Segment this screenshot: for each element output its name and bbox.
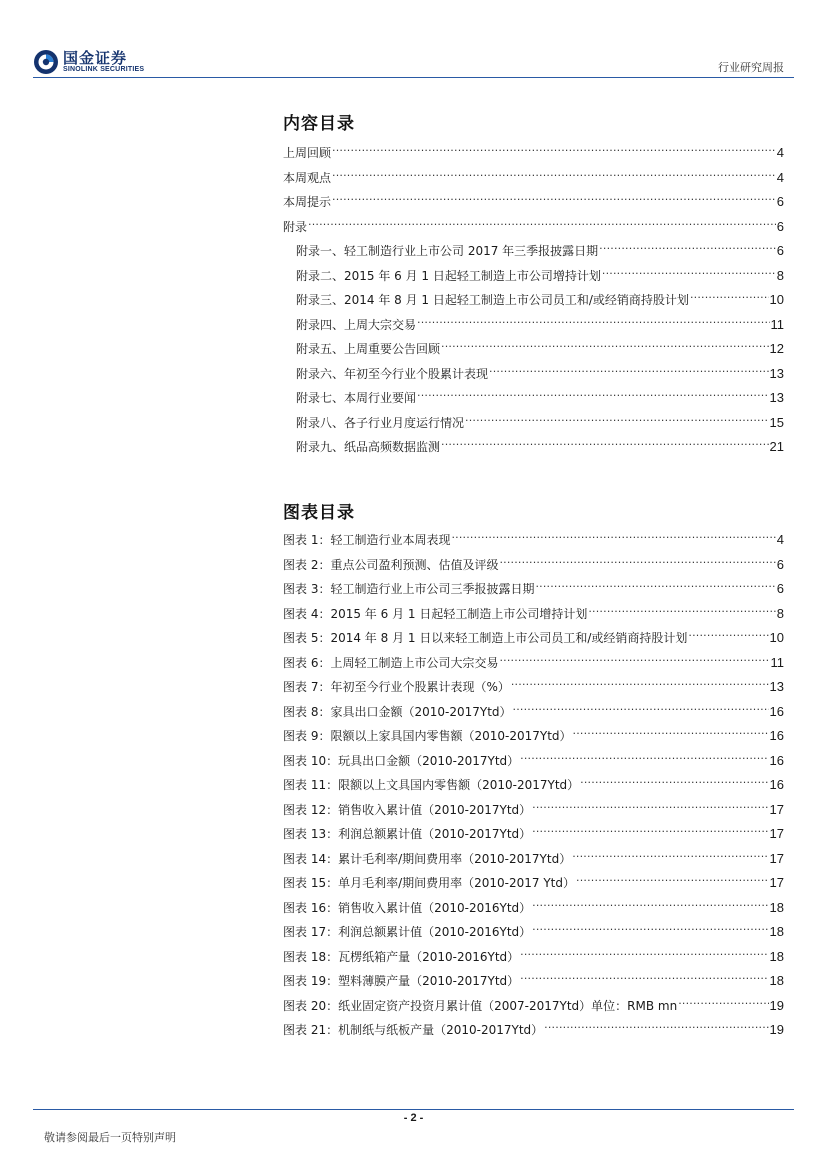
figure-entry[interactable]: [283, 751, 784, 776]
toc-entry-label: 图表 8：家具出口金额（2010-2017Ytd）: [283, 704, 512, 719]
figure-entry[interactable]: [283, 800, 784, 825]
figure-entry[interactable]: [283, 555, 784, 580]
toc-entry-page: 11: [770, 316, 784, 332]
toc-entry-label: 图表 10：玩具出口金额（2010-2017Ytd）: [283, 753, 520, 768]
toc-leader-dots: [688, 628, 768, 642]
contents-list: [283, 143, 784, 462]
toc-entry-label: 图表 13：利润总额累计值（2010-2017Ytd）: [283, 827, 532, 841]
figure-entry[interactable]: [283, 824, 784, 849]
toc-leader-dots: [441, 437, 769, 451]
toc-entry-label: 本周观点: [283, 170, 332, 185]
toc-leader-dots: [441, 339, 769, 353]
logo-text-cn: 国金证券: [63, 49, 128, 67]
toc-entry-page: 17: [769, 850, 784, 866]
disclaimer-note: 敬请参阅最后一页特别声明: [44, 1131, 176, 1144]
toc-leader-dots: [535, 579, 775, 593]
figure-entry[interactable]: [283, 653, 784, 678]
toc-entry-label: 图表 11：限额以上文具国内零售额（2010-2017Ytd）: [283, 778, 580, 792]
toc-entry-label: 图表 3：轻工制造行业上市公司三季报披露日期: [283, 582, 535, 596]
toc-entry-page: 13: [769, 390, 784, 405]
toc-leader-dots: [532, 800, 768, 814]
toc-entry-label: 图表 18：瓦楞纸箱产量（2010-2016Ytd）: [283, 949, 520, 964]
toc-leader-dots: [599, 241, 776, 255]
toc-entry-label: 图表 9：限额以上家具国内零售额（2010-2017Ytd）: [283, 729, 572, 743]
figure-entry[interactable]: [283, 971, 784, 996]
toc-leader-dots: [572, 849, 768, 863]
toc-entry-page: 18: [769, 899, 784, 915]
toc-entry-label: 图表 7：年初至今行业个股累计表现（%）: [283, 680, 510, 694]
figures-list: [283, 530, 784, 1045]
toc-entry-label: 附录二、2015 年 6 月 1 日起轻工制造上市公司增持计划: [296, 268, 601, 283]
toc-entry-page: 6: [776, 581, 784, 596]
toc-leader-dots: [417, 388, 769, 402]
toc-leader-dots: [332, 168, 776, 182]
toc-entry-label: 附录七、本周行业要闻: [296, 391, 417, 405]
toc-entry-page: 17: [769, 826, 784, 841]
toc-leader-dots: [465, 413, 769, 427]
toc-leader-dots: [520, 947, 768, 961]
toc-entry[interactable]: [283, 315, 784, 340]
toc-entry-page: 16: [769, 752, 784, 768]
figure-entry[interactable]: [283, 873, 784, 898]
toc-leader-dots: [532, 898, 768, 912]
toc-entry-label: 图表 1：轻工制造行业本周表现: [283, 533, 451, 547]
toc-entry[interactable]: [283, 413, 784, 438]
toc-entry-page: 6: [776, 556, 784, 572]
toc-entry-page: 21: [769, 439, 784, 454]
toc-leader-dots: [520, 971, 768, 985]
figure-entry[interactable]: [283, 702, 784, 727]
toc-entry-label: 附录: [283, 219, 308, 234]
toc-entry[interactable]: [283, 217, 784, 242]
toc-entry-page: 18: [769, 973, 784, 988]
page-header: [0, 0, 827, 80]
toc-leader-dots: [511, 677, 769, 691]
toc-entry-label: 附录四、上周大宗交易: [296, 317, 417, 332]
figure-entry[interactable]: [283, 530, 784, 555]
toc-entry[interactable]: [283, 143, 784, 168]
logo-text-en: SINOLINK SECURITIES: [63, 66, 145, 73]
toc-entry-label: 图表 4：2015 年 6 月 1 日起轻工制造上市公司增持计划: [283, 606, 588, 621]
toc-leader-dots: [678, 996, 768, 1010]
toc-entry-label: 图表 16：销售收入累计值（2010-2016Ytd）: [283, 900, 532, 915]
toc-leader-dots: [489, 364, 769, 378]
figure-entry[interactable]: [283, 579, 784, 604]
header-divider: [33, 77, 794, 78]
toc-entry[interactable]: [283, 168, 784, 193]
toc-entry-label: 图表 20：纸业固定资产投资月累计值（2007-2017Ytd）单位：RMB mn: [283, 998, 678, 1013]
toc-entry-page: 17: [769, 801, 784, 817]
toc-entry-page: 6: [776, 194, 784, 209]
figure-entry[interactable]: [283, 947, 784, 972]
toc-leader-dots: [690, 290, 769, 304]
toc-leader-dots: [308, 217, 776, 231]
toc-entry-label: 图表 6：上周轻工制造上市公司大宗交易: [283, 655, 499, 670]
toc-entry-label: 附录三、2014 年 8 月 1 日起轻工制造上市公司员工和/或经销商持股计划: [296, 293, 689, 307]
toc-entry[interactable]: [283, 437, 784, 462]
toc-leader-dots: [520, 751, 768, 765]
toc-entry-page: 13: [769, 679, 784, 694]
toc-entry-page: 10: [769, 292, 784, 307]
toc-entry-page: 8: [776, 605, 784, 621]
toc-leader-dots: [451, 530, 775, 544]
toc-entry-label: 附录五、上周重要公告回顾: [296, 342, 441, 356]
toc-entry-page: 18: [769, 948, 784, 964]
toc-entry-page: 19: [769, 997, 784, 1013]
toc-entry-page: 4: [776, 169, 784, 185]
toc-leader-dots: [580, 775, 768, 789]
toc-entry-page: 10: [769, 630, 784, 645]
toc-entry-page: 12: [769, 341, 784, 356]
report-type: 行业研究周报: [718, 61, 784, 74]
toc-leader-dots: [588, 604, 775, 618]
toc-entry-page: 16: [769, 728, 784, 743]
toc-leader-dots: [602, 266, 776, 280]
toc-entry-label: 上周回顾: [283, 146, 332, 160]
toc-entry-page: 6: [776, 243, 784, 258]
toc-entry-page: 15: [769, 414, 784, 430]
toc-entry-page: 17: [769, 875, 784, 890]
toc-entry[interactable]: [283, 339, 784, 364]
figure-entry[interactable]: [283, 849, 784, 874]
toc-entry-label: 本周提示: [283, 195, 332, 209]
toc-leader-dots: [417, 315, 769, 329]
toc-entry-label: 图表 2：重点公司盈利预测、估值及评级: [283, 557, 499, 572]
toc-entry[interactable]: [283, 266, 784, 291]
toc-leader-dots: [576, 873, 769, 887]
toc-entry-page: 16: [769, 703, 784, 719]
toc-entry-label: 附录八、各子行业月度运行情况: [296, 415, 465, 430]
toc-entry-page: 13: [769, 365, 784, 381]
toc-entry-label: 图表 21：机制纸与纸板产量（2010-2017Ytd）: [283, 1023, 544, 1037]
figure-entry[interactable]: [283, 996, 784, 1021]
footer-divider: [33, 1109, 794, 1110]
toc-leader-dots: [332, 143, 776, 157]
toc-entry[interactable]: [283, 364, 784, 389]
toc-leader-dots: [499, 555, 775, 569]
figure-entry[interactable]: [283, 628, 784, 653]
toc-entry-page: 16: [769, 777, 784, 792]
toc-leader-dots: [544, 1020, 768, 1034]
logo-mark-icon: [33, 49, 59, 75]
figures-title: 图表目录: [283, 503, 355, 523]
toc-entry-label: 图表 19：塑料薄膜产量（2010-2017Ytd）: [283, 974, 520, 988]
toc-entry-page: 6: [776, 218, 784, 234]
toc-entry-label: 图表 14：累计毛利率/期间费用率（2010-2017Ytd）: [283, 851, 572, 866]
toc-entry-label: 图表 5：2014 年 8 月 1 日以来轻工制造上市公司员工和/或经销商持股计划: [283, 631, 688, 645]
toc-entry-page: 19: [769, 1022, 784, 1037]
toc-leader-dots: [499, 653, 769, 667]
toc-entry[interactable]: [283, 290, 784, 315]
toc-entry-page: 18: [769, 924, 784, 939]
toc-entry-page: 4: [776, 145, 784, 160]
figure-entry[interactable]: [283, 726, 784, 751]
figure-entry[interactable]: [283, 604, 784, 629]
toc-entry[interactable]: [283, 192, 784, 217]
company-logo: [33, 46, 153, 78]
toc-entry-page: 8: [776, 267, 784, 283]
toc-entry[interactable]: [283, 241, 784, 266]
toc-entry-page: 11: [770, 654, 784, 670]
figure-entry[interactable]: [283, 775, 784, 800]
toc-entry-label: 附录九、纸品高频数据监测: [296, 440, 441, 454]
toc-leader-dots: [513, 702, 769, 716]
toc-entry-label: 图表 15：单月毛利率/期间费用率（2010-2017 Ytd）: [283, 876, 576, 890]
toc-entry[interactable]: [283, 388, 784, 413]
toc-leader-dots: [573, 726, 769, 740]
toc-leader-dots: [532, 922, 768, 936]
toc-leader-dots: [532, 824, 768, 838]
toc-entry-page: 4: [776, 532, 784, 547]
figure-entry[interactable]: [283, 677, 784, 702]
page-number: - 2 -: [403, 1112, 424, 1124]
toc-entry-label: 附录一、轻工制造行业上市公司 2017 年三季报披露日期: [296, 244, 599, 258]
figure-entry[interactable]: [283, 922, 784, 947]
toc-leader-dots: [332, 192, 776, 206]
figure-entry[interactable]: [283, 898, 784, 923]
toc-entry-label: 图表 17：利润总额累计值（2010-2016Ytd）: [283, 925, 532, 939]
figure-entry[interactable]: [283, 1020, 784, 1045]
contents-title: 内容目录: [283, 114, 355, 134]
toc-entry-label: 图表 12：销售收入累计值（2010-2017Ytd）: [283, 802, 532, 817]
toc-entry-label: 附录六、年初至今行业个股累计表现: [296, 366, 489, 381]
